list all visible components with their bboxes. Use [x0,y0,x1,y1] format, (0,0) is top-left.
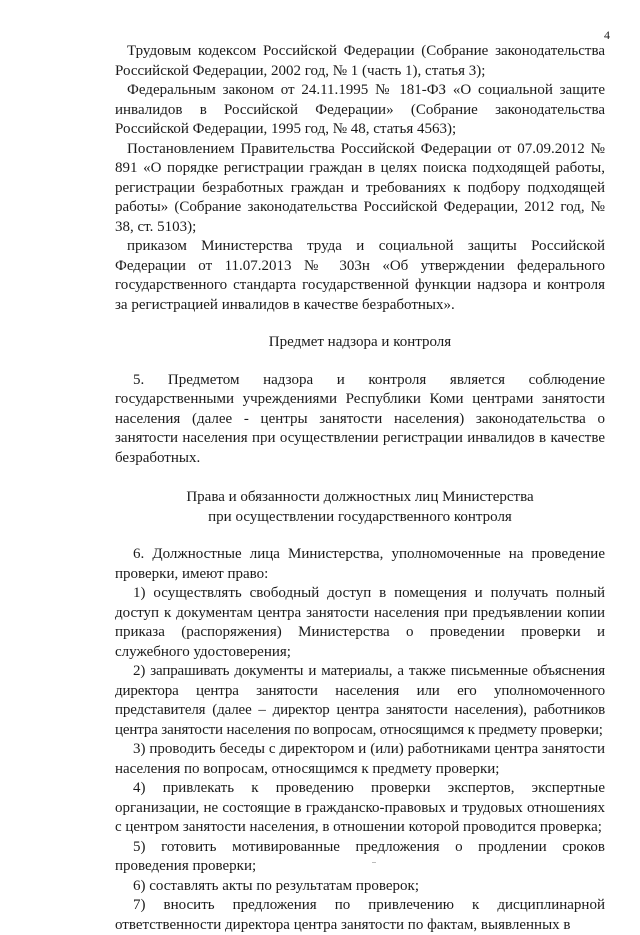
rights-list-item: 7) вносить предложения по привлечению к дисциплинарной ответственности директора центра занятости по фактам, выявленных в [115,897,605,933]
subject-paragraph: 5. Предметом надзора и контроля является соблюдение государственными учреждениями Республики Коми центрами занятости населения (далее - центры занятости населения) законодательства о занятости населения при осуществлении регистрации инвалидов в качестве безработных. [115,371,605,466]
section-heading-rights [115,488,605,527]
rights-list-item: 2) запрашивать документы и материалы, а также письменные объяснения директора центра занятости населения или его уполномоченного представителя (далее – директор центра занятости населения), работников центра занятости населения по вопросам, относящимся к предмету проверки; [115,663,605,738]
rights-list-item: 5) готовить мотивированные предложения о продлении сроков проведения проверки; [115,838,605,874]
rights-list-item: 4) привлекать к проведению проверки экспертов, экспертные организации, не состоящие в гражданско-правовых и трудовых отношениях с центром занятости населения, в отношении которой проводится проверка; [115,780,605,835]
rights-paragraph: 6. Должностные лица Министерства, уполномоченные на проведение проверки, имеют право: [115,546,605,582]
rights-list-item: 1) осуществлять свободный доступ в помещения и получать полный доступ к документам центра занятости населения при предъявлении копии приказа (распоряжения) Министерства о проведении проверки и служебного удостоверения; [115,585,605,660]
legal-basis-paragraph: Трудовым кодексом Российской Федерации (Собрание законодательства Российской Федерации, 2002 год, № 1 (часть 1), статья 3); [115,43,605,79]
rights-list-item: 6) составлять акты по результатам проверок; [133,877,419,894]
legal-basis-paragraph: Федеральным законом от 24.11.1995 № 181-ФЗ «О социальной защите инвалидов в Российской Федерации» (Собрание законодательства Российской Федерации, 1995 год, № 48, статья 4563); [115,82,605,137]
section-heading-rights-line1: Права и обязанности должностных лиц Министерства [186,489,534,505]
section-heading-subject: Предмет надзора и контроля [268,334,452,350]
section-heading-rights-line2: при осуществлении государственного контроля [208,508,512,525]
page-number: 4 [604,28,610,42]
scan-artifact [372,862,376,863]
document-body [115,42,605,935]
legal-basis-paragraph: Постановлением Правительства Российской Федерации от 07.09.2012 № 891 «О порядке регистрации граждан в целях поиска подходящей работы, регистрации безработных граждан и требованиях к подбору подходящей работы» (Собрание законодательства Российской Федерации, 2012 год, № 38, ст. 5103); [115,140,605,235]
legal-basis-paragraph: приказом Министерства труда и социальной защиты Российской Федерации от 11.07.2013 № 303н «Об утверждении федерального государственного стандарта государственной функции надзора и контроля за регистрацией инвалидов в качестве безработных». [115,238,605,313]
rights-list-item: 3) проводить беседы с директором и (или) работниками центра занятости населения по вопросам, относящимся к предмету проверки; [115,741,605,777]
